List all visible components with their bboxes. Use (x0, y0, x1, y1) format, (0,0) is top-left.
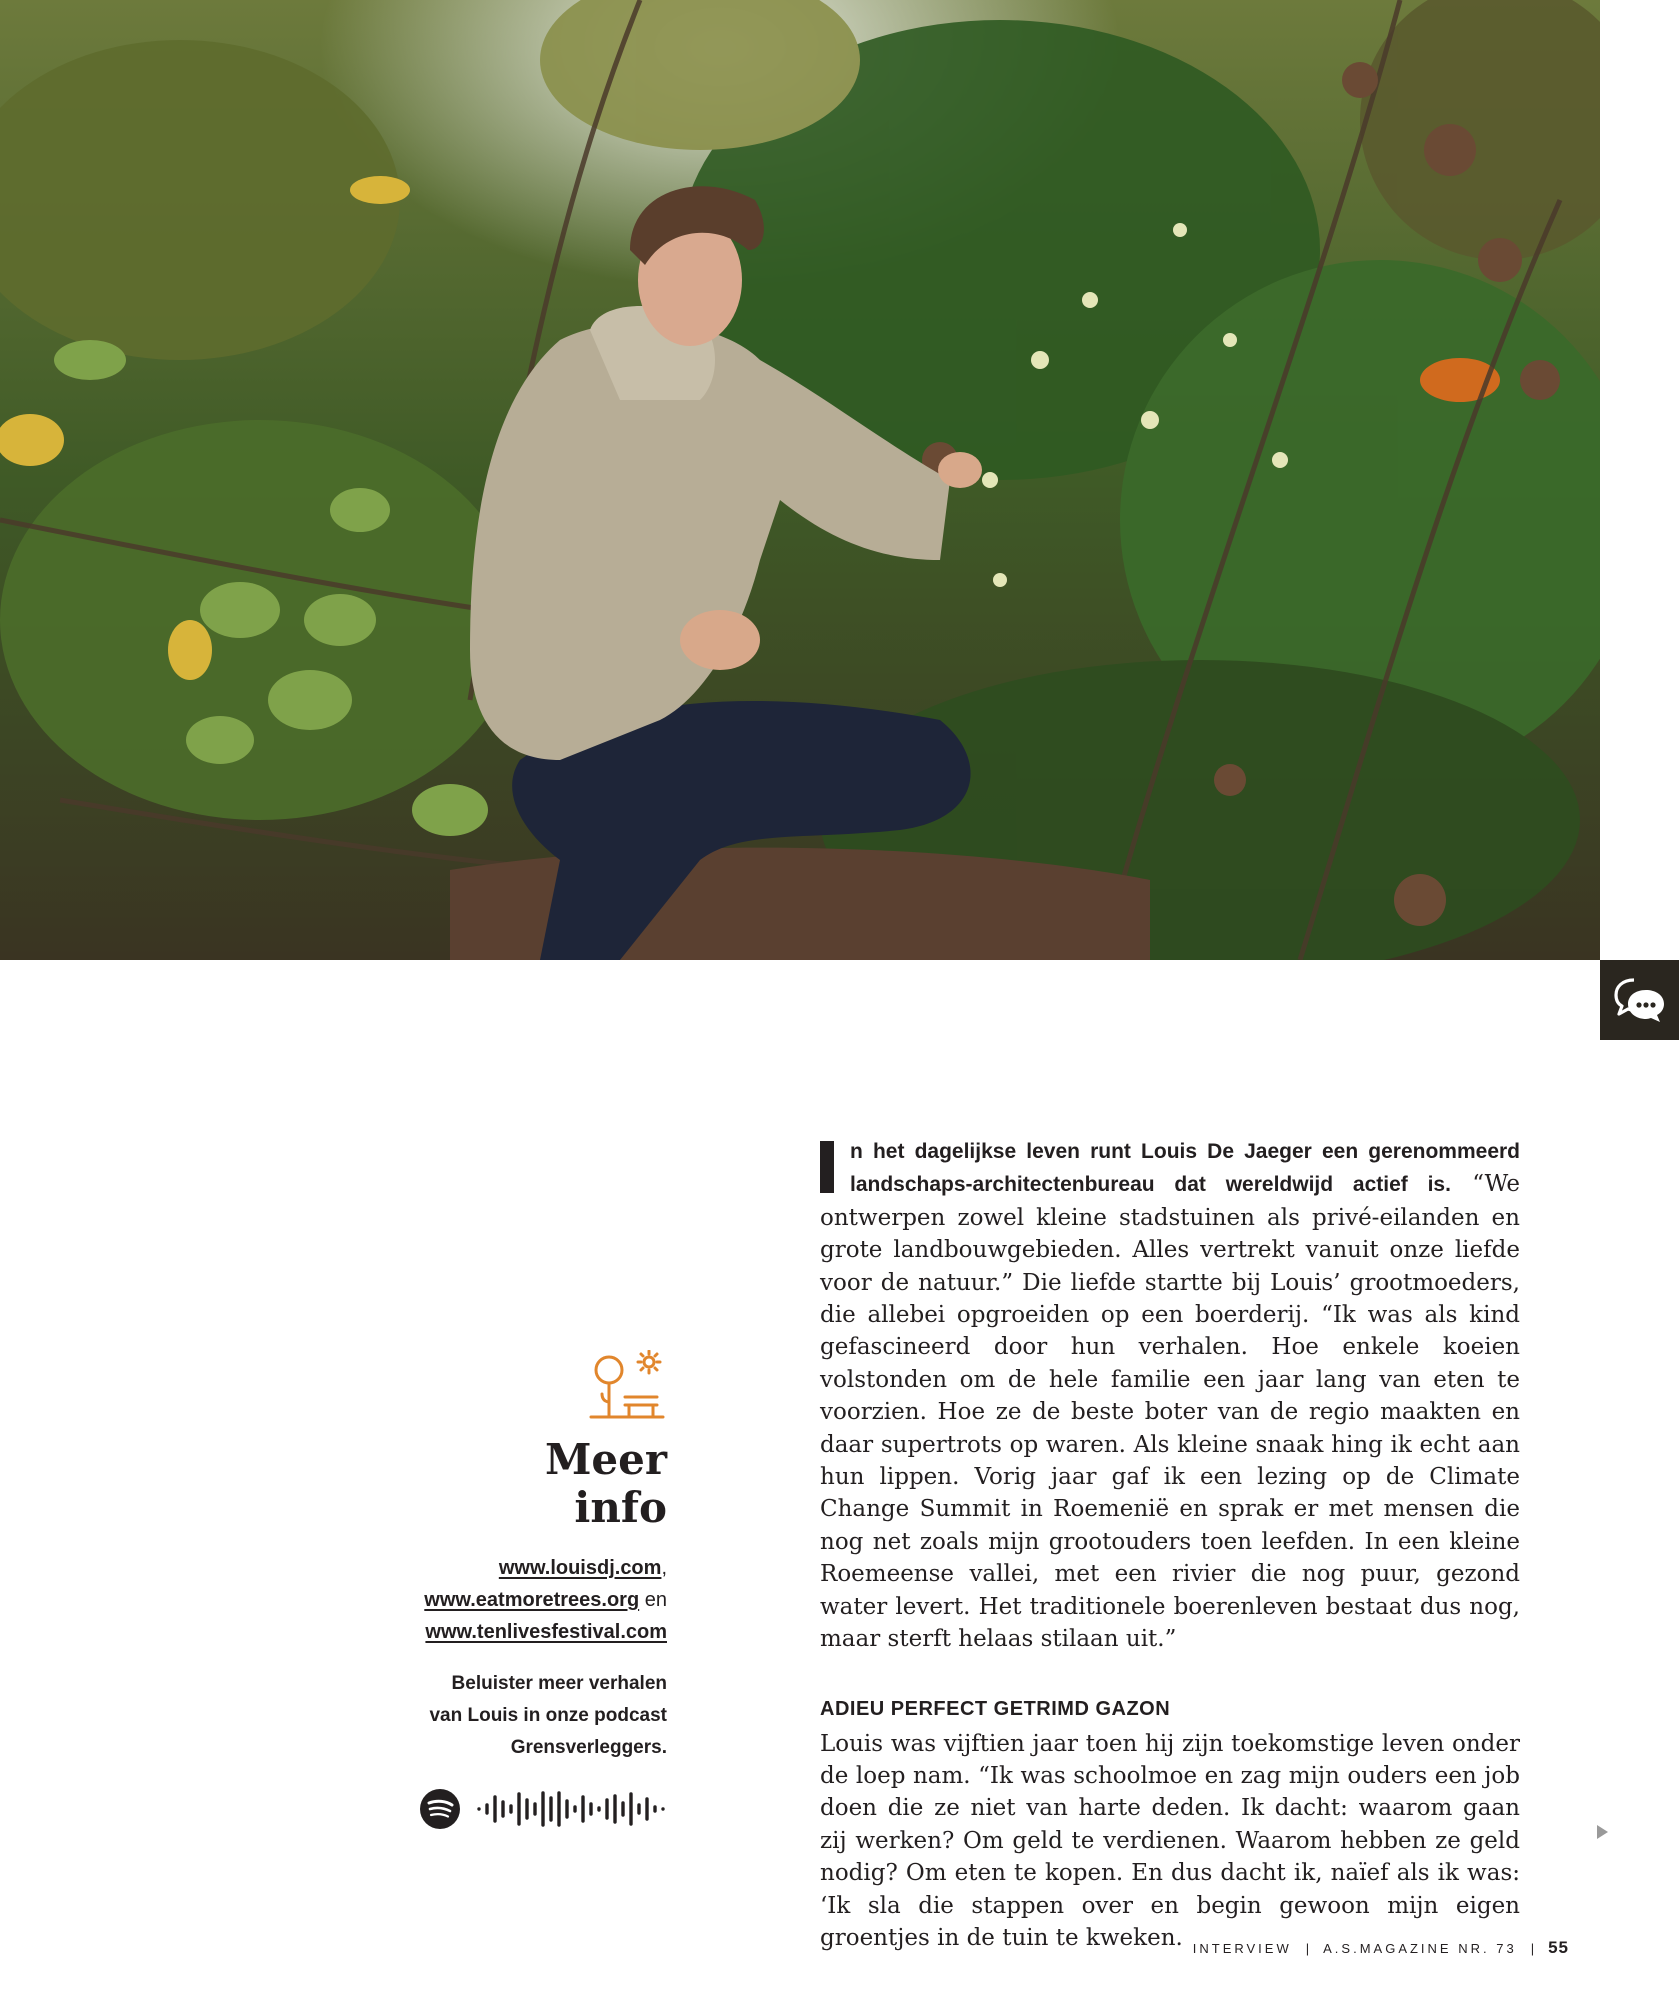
louisdj-link[interactable]: www.louisdj.com (498, 1557, 662, 1579)
spotify-code-icon (475, 1788, 667, 1830)
link1-suffix: , (661, 1557, 667, 1579)
eatmoretrees-link[interactable]: www.eatmoretrees.org (424, 1589, 640, 1611)
link-row-3 (380, 1616, 667, 1648)
garden-photo-illustration (0, 0, 1600, 960)
spotify-code[interactable] (380, 1788, 667, 1830)
article-body (820, 1135, 1520, 1954)
footer-separator-2: | (1530, 1940, 1535, 1956)
podcast-note (380, 1668, 667, 1764)
section-heading: ADIEU PERFECT GETRIMD GAZON (820, 1697, 1171, 1720)
link2-suffix: en (639, 1589, 667, 1611)
hero-photo (0, 0, 1600, 960)
tree-bench-icon (587, 1350, 667, 1422)
lead-text: n het dagelijkse leven runt Louis De Jaeger een gerenommeerd landschaps-architectenbureau dat wereldwijd actief is. (850, 1140, 1520, 1197)
footer-separator-1: | (1305, 1940, 1310, 1956)
second-paragraph: Louis was vijftien jaar toen hij zijn toekomstige leven onder de loep nam. “Ik was schoolmoe en zag mijn ouders een job doen die ze niet van harte deden. Ik dacht: waarom gaan zij werken? Om geld te verdienen. Waarom hebben ze geld nodig? Om eten te kopen. En dus dacht ik, naïef als ik was: ‘Ik sla die stappen over en begin gewoon mijn eigen groentjes in de tuin te kweken. (820, 1730, 1520, 1951)
intro-text: “We ontwerpen zowel kleine stadstuinen als privé-eilanden en grote landbouwgebieden. Alles vertrekt vanuit onze liefde voor de natuur.” Die liefde startte bij Louis’ grootmoeders, die allebei opgroeiden op een boerderij. “Ik was als kind gefascineerd door hun verhalen. Hoe enkele koeien volstonden om de hele familie een jaar lang van eten te voorzien. Hoe ze de beste boter van de regio maakten en daar supertrots op waren. Als kleine snaak hing ik echt aan hun lippen. Vorig jaar gaf ik een lezing op de Climate Change Summit in Roemenië en sprak er met mensen die nog net zoals mijn grootouders toen leefden. In een kleine Roemeense vallei, met een rivier die nog puur, gezond water levert. Het traditionele boerenleven bestaat dus nog, maar sterft helaas stilaan uit.” (820, 1171, 1520, 1653)
link-list (380, 1552, 667, 1648)
tenlivesfestival-link[interactable]: www.tenlivesfestival.com (425, 1621, 667, 1643)
meer-info-sidebar (380, 1350, 667, 1830)
sidebar-title (380, 1436, 667, 1532)
spotify-icon (419, 1788, 461, 1830)
podcast-line2: van Louis in onze podcast (429, 1705, 667, 1726)
link-row-1 (380, 1552, 667, 1584)
sidebar-title-line2: info (574, 1483, 667, 1532)
drop-cap-bar (820, 1141, 834, 1193)
next-page-arrow-icon[interactable] (1597, 1825, 1608, 1839)
sidebar-title-line1: Meer (544, 1435, 667, 1484)
intro-paragraph (820, 1135, 1520, 1656)
page-footer (1193, 1938, 1569, 1958)
chat-button[interactable] (1600, 960, 1679, 1040)
page-number: 55 (1548, 1938, 1569, 1957)
podcast-line1: Beluister meer verhalen (451, 1673, 667, 1694)
footer-section: INTERVIEW (1192, 1940, 1292, 1956)
link-row-2 (380, 1584, 667, 1616)
footer-magazine: A.S.MAGAZINE NR. 73 (1323, 1940, 1517, 1956)
chat-bubbles-icon (1612, 974, 1668, 1026)
podcast-line3: Grensverleggers. (510, 1737, 667, 1758)
